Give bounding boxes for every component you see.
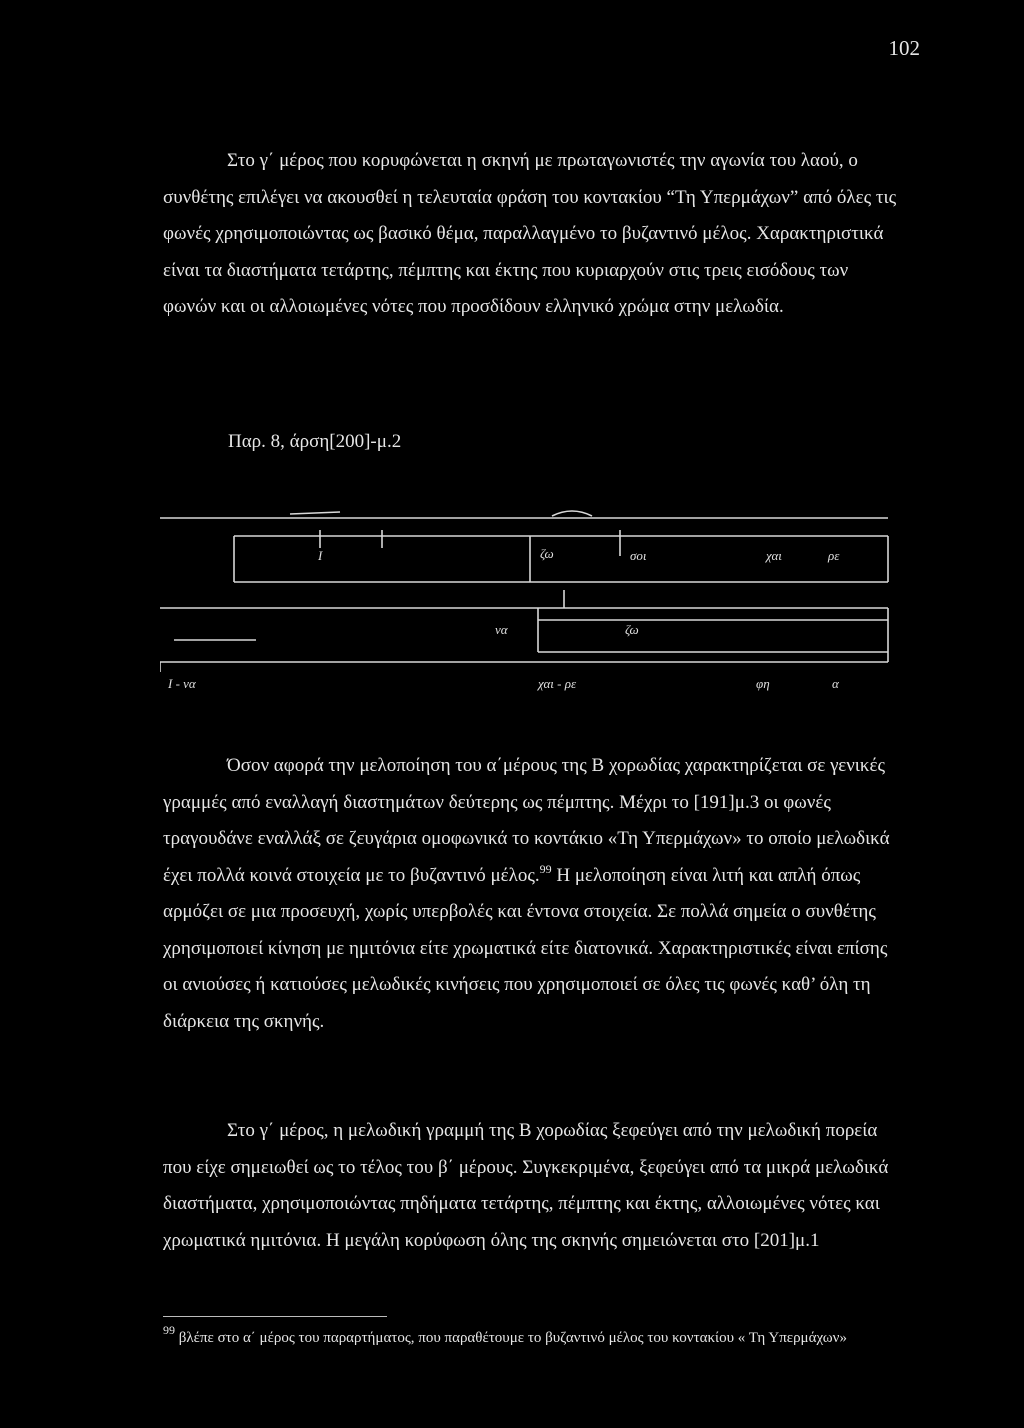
paragraph-2 bbox=[163, 748, 899, 1040]
example-caption: Παρ. 8, άρση[200]-μ.2 bbox=[228, 431, 402, 452]
paragraph-3 bbox=[163, 1113, 899, 1259]
paragraph-3-text: Στο γ΄ μέρος, η μελωδική γραμμή της Β χορωδίας ξεφεύγει από την μελωδική πορεία που είχε σημειωθεί ως το τέλος του β΄ μέρους. Συγκεκριμένα, ξεφεύγει από τα μικρά μελωδικά διαστήματα, χρησιμοποιώντας πηδήματα τετάρτης, πέμπτης και έκτης, αλλοιωμένες νότες και χρωματικά ημιτόνια. Η μεγάλη κορύφωση όλης της σκηνής σημειώνεται στο [201]μ.1 bbox=[163, 1120, 889, 1251]
score-syllable-1: Ι bbox=[318, 548, 323, 563]
footnote bbox=[163, 1325, 899, 1351]
footnote-number: 99 bbox=[163, 1323, 175, 1337]
footnote-text: βλέπε στο α΄ μέρος του παραρτήματος, που παραθέτουμε το βυζαντινό μέλος του κοντακίου « Τη Υπερμάχων» bbox=[175, 1330, 847, 1346]
paragraph-2-text-a: Όσον αφορά την μελοποίηση του α΄μέρους της Β χορωδίας χαρακτηρίζεται σε γενικές γραμμές από εναλλαγή διαστημάτων δεύτερης ως πέμπτης. Μέχρι το [191]μ.3 οι φωνές τραγουδάνε εναλλάξ σε ζευγάρια ομοφωνικά το κοντάκιο «Τη Υπερμάχων» το οποίο μελωδικά έχει πολλά κοινά στοιχεία με το βυζαντινό μέλος. bbox=[163, 755, 890, 886]
score-syllable-9: χαι - ρε bbox=[538, 676, 577, 691]
score-syllable-4: χαι bbox=[766, 548, 782, 563]
music-example-score bbox=[160, 500, 890, 700]
score-syllable-7: ζω bbox=[625, 622, 639, 637]
score-syllable-5: ρε bbox=[828, 548, 840, 563]
score-syllable-11: α bbox=[832, 676, 839, 691]
score-syllable-6: να bbox=[495, 622, 508, 637]
score-syllable-3: σοι bbox=[630, 548, 647, 563]
paragraph-1-text: Στο γ΄ μέρος που κορυφώνεται η σκηνή με πρωταγωνιστές την αγωνία του λαού, ο συνθέτης επιλέγει να ακουσθεί η τελευταία φράση του κοντακίου “Τη Υπερμάχων” από όλες τις φωνές χρησιμοποιώντας ως βασικό θέμα, παραλλαγμένο το βυζαντινό μέλος. Χαρακτηριστικά είναι τα διαστήματα τετάρτης, πέμπτης και έκτης που κυριαρχούν στις τρεις εισόδους των φωνών και οι αλλοιωμένες νότες που προσδίδουν ελληνικό χρώμα στην μελωδία. bbox=[163, 150, 897, 317]
paragraph-1 bbox=[163, 143, 899, 326]
score-syllable-2: ζω bbox=[540, 546, 554, 561]
score-syllable-10: φη bbox=[756, 676, 770, 691]
page-number: 102 bbox=[888, 36, 920, 60]
footnote-ref-99[interactable]: 99 bbox=[539, 861, 552, 876]
score-syllable-8: Ι - να bbox=[168, 676, 196, 691]
paragraph-2-text-b: Η μελοποίηση είναι λιτή και απλή όπως αρμόζει σε μια προσευχή, χωρίς υπερβολές και έντονα στοιχεία. Σε πολλά σημεία ο συνθέτης χρησιμοποιεί κίνηση με ημιτόνια είτε χρωματικά είτε διατονικά. Χαρακτηριστικές είναι επίσης οι ανιούσες ή κατιούσες μελωδικές κινήσεις που χρησιμοποιεί σε όλες τις φωνές καθ’ όλη τη διάρκεια της σκηνής. bbox=[163, 864, 888, 1032]
footnote-divider bbox=[163, 1316, 387, 1317]
